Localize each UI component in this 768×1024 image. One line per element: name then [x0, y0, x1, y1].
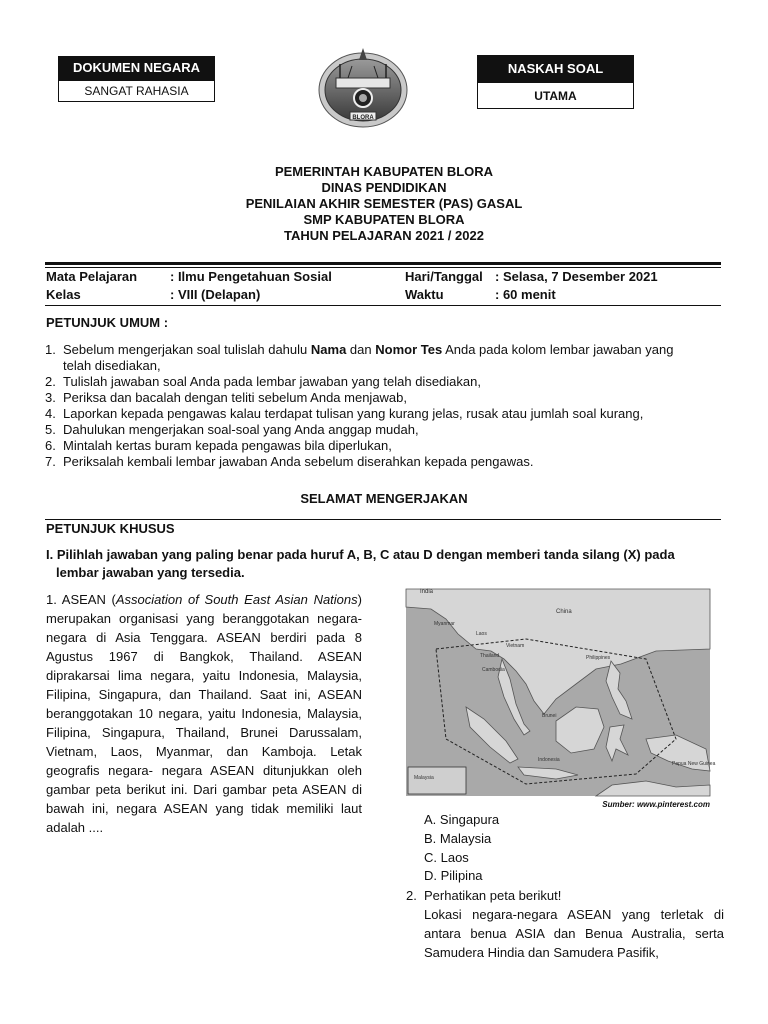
svg-text:India: India	[420, 589, 434, 595]
svg-text:Laos: Laos	[476, 631, 487, 637]
divider-top-thin	[45, 267, 721, 268]
divider-top-thick	[45, 262, 721, 265]
divider-special	[45, 519, 721, 520]
svg-text:Brunei: Brunei	[542, 713, 557, 719]
title-line-4: SMP KABUPATEN BLORA	[303, 212, 465, 227]
question-2-prompt: 2. Perhatikan peta berikut!	[406, 888, 562, 903]
general-instruction-item: 3. Periksa dan bacalah dengan teliti sebelum Anda menjawab,	[45, 390, 408, 405]
date-value: : Selasa, 7 Desember 2021	[495, 269, 658, 284]
section-instruction-line-1: I. Pilihlah jawaban yang paling benar pada huruf A, B, C atau D dengan memberi tanda silang (X) pada	[46, 547, 675, 562]
title-line-5: TAHUN PELAJARAN 2021 / 2022	[284, 228, 484, 243]
svg-text:Cambodia: Cambodia	[482, 667, 505, 673]
svg-text:Malaysia: Malaysia	[414, 775, 434, 781]
title-line-2: DINAS PENDIDIKAN	[321, 180, 447, 195]
general-instruction-item: 2. Tulislah jawaban soal Anda pada lembar jawaban yang telah disediakan,	[45, 374, 481, 389]
option-d: D. Pilipina	[424, 868, 483, 883]
class-value: : VIII (Delapan)	[170, 287, 261, 302]
exam-version-label: UTAMA	[477, 82, 634, 109]
class-label: Kelas	[46, 287, 81, 302]
special-instructions-heading: PETUNJUK KHUSUS	[46, 521, 175, 536]
svg-text:Indonesia: Indonesia	[538, 757, 560, 763]
subject-label: Mata Pelajaran	[46, 269, 138, 284]
general-instruction-item: 7. Periksalah kembali lembar jawaban Anda sebelum diserahkan kepada pengawas.	[45, 454, 534, 469]
general-instruction-item: 5. Dahulukan mengerjakan soal-soal yang Anda anggap mudah,	[45, 422, 419, 437]
question-2-number: 2.	[406, 888, 417, 903]
secrecy-label: SANGAT RAHASIA	[58, 80, 215, 102]
regional-emblem-logo	[312, 42, 414, 130]
duration-label: Waktu	[405, 287, 444, 302]
general-instruction-item: 4. Laporkan kepada pengawas kalau terdapat tulisan yang kurang jelas, rusak atau jumlah soal kurang,	[45, 406, 644, 421]
svg-text:Papua New Guinea: Papua New Guinea	[672, 761, 716, 767]
general-instruction-item: 6. Mintalah kertas buram kepada pengawas bila diperlukan,	[45, 438, 392, 453]
general-instruction-item: 1. Sebelum mengerjakan soal tulislah dahulu Nama dan Nomor Tes Anda pada kolom lembar jawaban yang telah disediakan,	[45, 342, 674, 373]
svg-text:China: China	[556, 609, 572, 615]
title-line-3: PENILAIAN AKHIR SEMESTER (PAS) GASAL	[245, 196, 523, 211]
duration-value: : 60 menit	[495, 287, 556, 302]
asean-map-image	[406, 589, 716, 796]
option-a: A. Singapura	[424, 812, 500, 827]
option-b: B. Malaysia	[424, 831, 492, 846]
svg-text:Thailand: Thailand	[480, 653, 500, 659]
map-source-caption: Sumber: www.pinterest.com	[602, 800, 710, 809]
section-instruction-line-2: lembar jawaban yang tersedia.	[56, 565, 245, 580]
exam-type-label: NASKAH SOAL	[477, 55, 634, 82]
document-classification-label: DOKUMEN NEGARA	[58, 56, 215, 80]
svg-text:Myanmar: Myanmar	[434, 621, 455, 627]
date-label: Hari/Tanggal	[405, 269, 483, 284]
divider-info	[45, 305, 721, 306]
option-c: C. Laos	[424, 850, 469, 865]
greeting-text: SELAMAT MENGERJAKAN	[300, 491, 468, 506]
svg-text:Philippines: Philippines	[586, 655, 611, 661]
question-1-number: 1.	[46, 592, 57, 607]
svg-text:BLORA: BLORA	[352, 115, 374, 121]
general-instructions-heading: PETUNJUK UMUM :	[46, 315, 169, 330]
question-2-text: Lokasi negara-negara ASEAN yang terletak di antara benua ASIA dan Benua Australia, serta Samudera Hindia dan Samudera Pasifik,	[424, 907, 724, 960]
title-line-1: PEMERINTAH KABUPATEN BLORA	[274, 164, 494, 179]
svg-text:Vietnam: Vietnam	[506, 643, 525, 649]
subject-value: : Ilmu Pengetahuan Sosial	[170, 269, 332, 284]
question-1-text: 1. ASEAN (Association of South East Asian Nations) merupakan organisasi yang beranggotakan negara-negara di Asia Tenggara. ASEAN berdiri pada 8 Agustus 1967 di Bangkok, Thailand. ASEAN diprakarsai lima negara, yaitu Indonesia, Malaysia, Filipina, Singapura, dan Thailand. Saat ini, ASEAN beranggotakan 10 negara, yaitu Indonesia, Malaysia, Filipina, Singapura, Thailand, Brunei Darussalam, Vietnam, Laos, Myanmar, dan Kamboja. Letak geografis negara- negara ASEAN ditunjukkan oleh gambar peta berikut ini. Dari gambar peta ASEAN di bawah ini, negara ASEAN yang tidak memiliki laut adalah ....	[46, 592, 362, 835]
